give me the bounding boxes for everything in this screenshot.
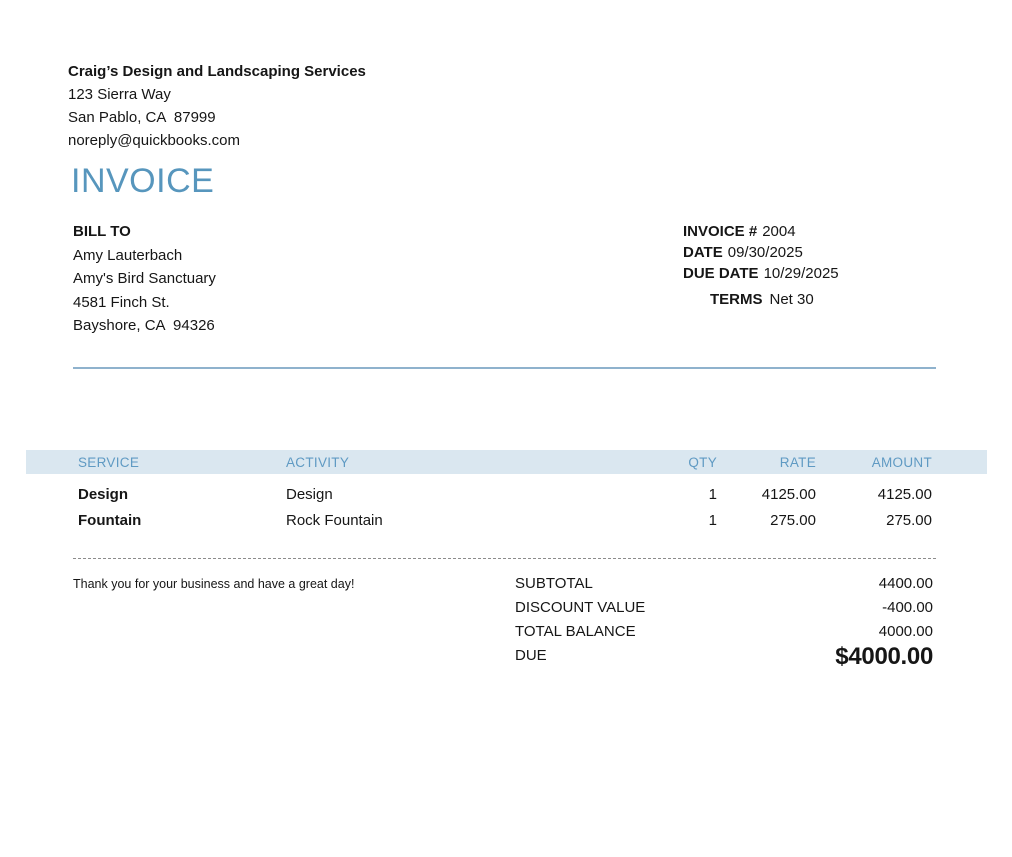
column-header-activity: ACTIVITY xyxy=(286,454,350,470)
company-name: Craig’s Design and Landscaping Services xyxy=(68,63,366,80)
table-row xyxy=(26,481,987,507)
table-header-row xyxy=(26,450,987,474)
invoice-meta-block xyxy=(683,221,839,310)
item-amount: 275.00 xyxy=(886,511,932,529)
subtotal-row xyxy=(515,572,933,596)
item-rate: 275.00 xyxy=(770,511,816,529)
line-items-table xyxy=(26,450,987,533)
item-activity: Design xyxy=(286,485,333,503)
bill-to-label: BILL TO xyxy=(73,223,131,240)
company-block xyxy=(68,60,366,152)
discount-label: DISCOUNT VALUE xyxy=(515,599,646,616)
invoice-date-label: DATE xyxy=(683,244,723,261)
table-row xyxy=(26,507,987,533)
item-service: Fountain xyxy=(78,511,142,529)
bill-to-company: Amy's Bird Sanctuary xyxy=(73,270,216,287)
terms-value: Net 30 xyxy=(769,291,814,308)
footer-divider-line xyxy=(73,558,936,559)
item-rate: 4125.00 xyxy=(761,485,816,503)
invoice-number-label: INVOICE # xyxy=(683,223,758,240)
subtotal-label: SUBTOTAL xyxy=(515,575,593,592)
item-service: Design xyxy=(78,485,129,503)
totals-block xyxy=(515,572,933,670)
due-date-label: DUE DATE xyxy=(683,265,759,282)
total-balance-row xyxy=(515,620,933,644)
item-qty: 1 xyxy=(708,511,717,529)
column-header-rate: RATE xyxy=(779,454,816,470)
column-header-qty: QTY xyxy=(688,454,717,470)
total-balance-value: 4000.00 xyxy=(878,623,933,640)
column-header-amount: AMOUNT xyxy=(871,454,932,470)
item-activity: Rock Fountain xyxy=(286,511,383,529)
column-header-service: SERVICE xyxy=(78,454,140,470)
bill-to-block xyxy=(73,220,216,338)
company-address-street: 123 Sierra Way xyxy=(68,86,171,103)
balance-due-label: DUE xyxy=(515,647,547,664)
bill-to-city: Bayshore, CA 94326 xyxy=(73,317,215,334)
total-balance-label: TOTAL BALANCE xyxy=(515,623,636,640)
due-date-value: 10/29/2025 xyxy=(763,265,839,282)
company-email: noreply@quickbooks.com xyxy=(68,132,240,149)
discount-value: -400.00 xyxy=(882,599,933,616)
invoice-number-value: 2004 xyxy=(762,223,796,240)
item-amount: 4125.00 xyxy=(877,485,932,503)
bill-to-name: Amy Lauterbach xyxy=(73,246,183,264)
terms-label: TERMS xyxy=(710,291,763,308)
due-date-row xyxy=(683,263,839,284)
invoice-title: INVOICE xyxy=(71,162,215,200)
invoice-date-row xyxy=(683,242,839,263)
header-divider-line xyxy=(73,367,936,369)
invoice-date-value: 09/30/2025 xyxy=(727,244,803,261)
table-body xyxy=(26,474,987,533)
terms-row xyxy=(683,289,839,310)
subtotal-value: 4400.00 xyxy=(878,575,933,592)
balance-due-row xyxy=(515,644,933,670)
balance-due-value: $4000.00 xyxy=(835,643,933,670)
discount-row xyxy=(515,596,933,620)
bill-to-street: 4581 Finch St. xyxy=(73,293,170,311)
invoice-number-row xyxy=(683,221,839,242)
thank-you-message: Thank you for your business and have a great day! xyxy=(73,577,355,591)
company-address-city: San Pablo, CA 87999 xyxy=(68,109,216,126)
item-qty: 1 xyxy=(708,485,717,503)
